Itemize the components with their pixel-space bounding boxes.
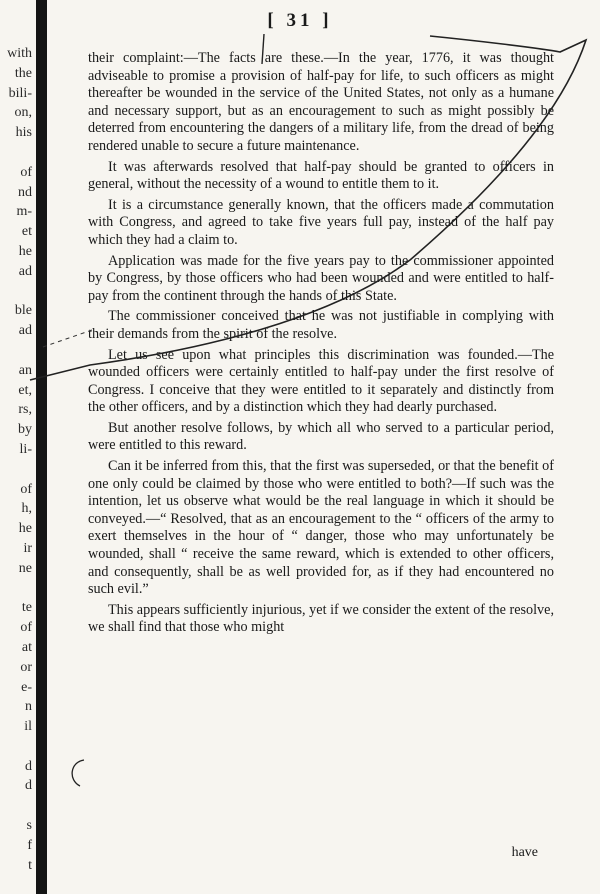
paragraph: This appears sufficiently injurious, yet if we consider the extent of the resolve, we shall find that those who might xyxy=(88,601,554,636)
fragment-line: d xyxy=(25,758,32,774)
fragment-line: h, xyxy=(21,501,32,517)
fragment-line: nd xyxy=(18,184,32,200)
paragraph: It is a circumstance generally known, that the officers made a commutation with Congress, and agreed to take five years full pay, instead of the half pay which they had a claim to. xyxy=(88,196,554,248)
fragment-line: his xyxy=(15,125,32,141)
fragment-line: et xyxy=(21,224,32,240)
diagonal-pen-stroke xyxy=(30,36,586,380)
fragment-line: or xyxy=(20,659,32,675)
fragment-line: ir xyxy=(23,540,32,556)
fragment-line: bili- xyxy=(8,85,32,101)
fragment-line: f xyxy=(27,837,32,853)
fragment-line: t xyxy=(28,857,32,873)
fragment-line: s xyxy=(26,818,32,834)
catchword: have xyxy=(511,845,538,860)
fragment-line: et, xyxy=(18,382,32,398)
fragment-line: rs, xyxy=(18,402,32,418)
fragment-line: d xyxy=(25,778,32,794)
bracket-mark xyxy=(72,760,84,786)
fragment-line: of xyxy=(20,481,32,497)
paragraph: But another resolve follows, by which all who served to a particular period, were entitled to this reward. xyxy=(88,419,554,454)
fragment-line: ne xyxy=(18,560,32,576)
fragment-line: of xyxy=(20,620,32,636)
fragment-line: ble xyxy=(14,303,32,319)
fragment-line: the xyxy=(14,65,32,81)
paragraph: Application was made for the five years pay to the commissioner appointed by Congress, by those officers who had been wounded and were entitled to half-pay from the continent through the hands of this State. xyxy=(88,252,554,304)
fragment-line: e- xyxy=(21,679,32,695)
paragraph: Can it be inferred from this, that the first was superseded, or that the benefit of one only could be claimed by those who were entitled to both?—If such was the intention, let us observe what would be the real language in which it should be conveyed.—“ Resolved, that as an encouragement to the “ officers of the army to exert themselves in the hour of “ danger, those who may unfortunately be wounded, shall “ receive the same reward, which is extended to other officers, and consequently, shall be as well provided for, as if they had encountered no such evil.” xyxy=(88,458,554,598)
fragment-line: at xyxy=(21,639,32,655)
dashed-guide-line xyxy=(40,330,92,348)
fragment-line: by xyxy=(18,422,32,438)
fragment-line: m- xyxy=(16,204,32,220)
fragment-line: li- xyxy=(19,441,32,457)
fragment-line: il xyxy=(24,719,32,735)
fragment-line: with xyxy=(7,46,32,61)
page-number: [ 31 ] xyxy=(267,10,333,31)
fragment-line: of xyxy=(20,164,32,180)
paragraph: The commissioner conceived that he was not justifiable in complying with their demands from the spirit of the resolve. xyxy=(88,308,554,342)
fragment-line: ad xyxy=(18,323,32,339)
paragraph: their complaint:—The facts are these.—In the year, 1776, it was thought adviseable to promise a provision of half-pay for life, to such officers as might thereafter be wounded in the service of the United States, not only as a humane and necessary support, but as an encouragement to such as might possibly be deterred from encountering the dangers of a military life, from the dread of being rendered unable to secure a future maintenance. xyxy=(88,50,554,154)
fragment-line: n xyxy=(25,699,32,715)
paragraph: It was afterwards resolved that half-pay should be granted to officers in general, without the necessity of a wound to entitle them to it. xyxy=(88,158,554,193)
vertical-tick-mark xyxy=(262,34,264,64)
fragment-line: he xyxy=(18,521,32,537)
fragment-line: ad xyxy=(18,263,32,279)
fragment-line: te xyxy=(21,600,32,616)
fragment-line: on, xyxy=(14,105,32,121)
fragment-line: he xyxy=(18,243,32,259)
fragment-line: an xyxy=(18,362,32,378)
paragraph: Let us see upon what principles this discrimination was founded.—The wounded officers were certainly entitled to half-pay under the first resolve of Congress. I conceive that they were entitled to it separately and distinctly from the other officers, and by a distinction which they had dearly purchased. xyxy=(88,346,554,416)
